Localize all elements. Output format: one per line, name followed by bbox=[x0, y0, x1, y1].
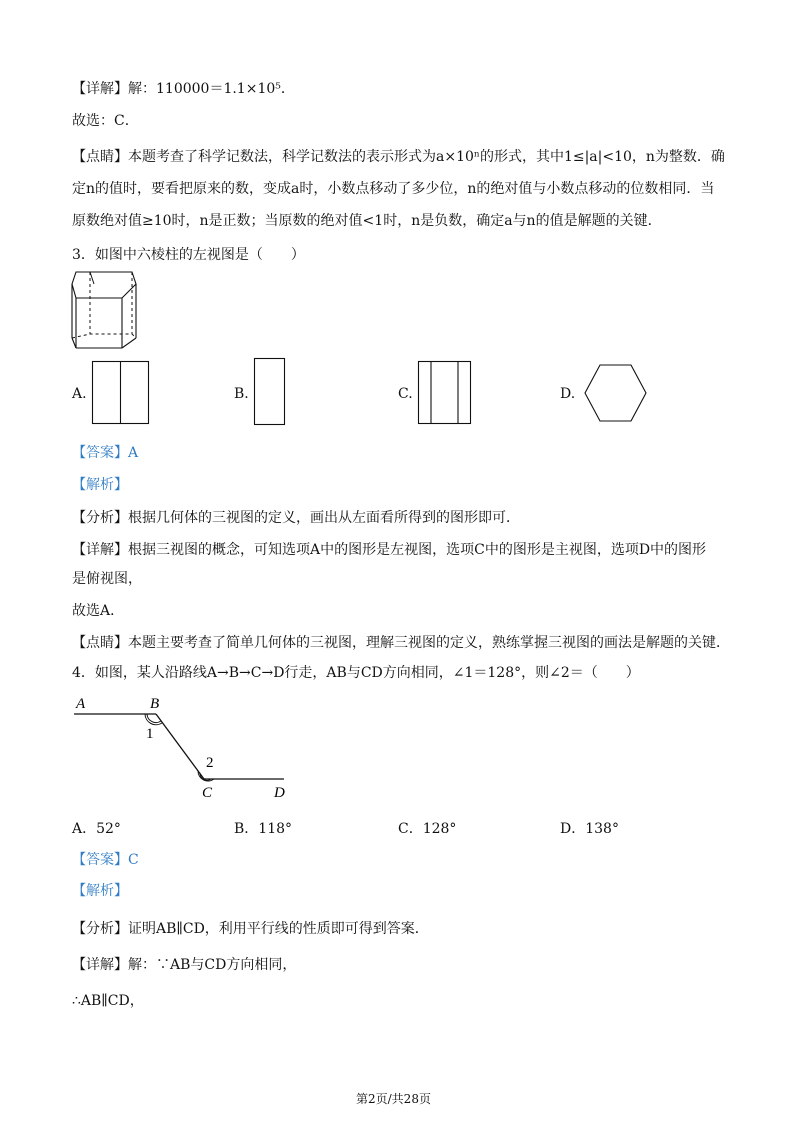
q4-stem: 4．如图，某人沿路线A→B→C→D行走，AB与CD方向相同，∠1＝128°，则∠2＝（ ） bbox=[72, 665, 640, 681]
q3-option-b-label: B. bbox=[234, 386, 249, 402]
q4-detail: 【详解】解：∵AB与CD方向相同， bbox=[72, 957, 297, 973]
q3-detail-line2: 是俯视图， bbox=[72, 571, 142, 587]
q3-detail-line1: 【详解】根据三视图的概念，可知选项A中的图形是左视图，选项C中的图形是主视图，选项D中的图形 bbox=[72, 542, 707, 558]
q4-option-a: A．52° bbox=[72, 821, 121, 837]
q2-point-line3: 原数绝对值≥10时，n是正数；当原数的绝对值<1时，n是负数，确定a与n的值是解题的关键． bbox=[72, 213, 662, 229]
page-footer: 第2页/共28页 bbox=[356, 1092, 431, 1106]
angle-1-label: 1 bbox=[146, 726, 154, 742]
q4-answer: 【答案】C bbox=[72, 852, 139, 868]
q3-option-a-figure bbox=[92, 361, 150, 425]
q4-option-c: C．128° bbox=[398, 821, 457, 837]
q3-analysis-tag: 【解析】 bbox=[72, 477, 128, 493]
q3-option-c-figure bbox=[418, 361, 472, 425]
angle-2-label: 2 bbox=[206, 755, 214, 771]
q4-route-figure bbox=[70, 690, 300, 805]
point-a-label: A bbox=[76, 696, 86, 712]
q4-option-b: B．118° bbox=[234, 821, 293, 837]
q4-analysis: 【分析】证明AB∥CD，利用平行线的性质即可得到答案． bbox=[72, 921, 429, 937]
point-c-label: C bbox=[202, 785, 213, 801]
q2-detail: 【详解】解：110000＝1.1×10⁵． bbox=[72, 81, 295, 97]
q3-point: 【点睛】本题主要考查了简单几何体的三视图，理解三视图的定义，熟练掌握三视图的画法是解题的关键． bbox=[72, 635, 730, 651]
q3-option-c-label: C. bbox=[398, 386, 413, 402]
q3-option-b-figure bbox=[254, 358, 286, 426]
q3-option-a-label: A. bbox=[72, 386, 87, 402]
hexagonal-prism-figure bbox=[70, 270, 140, 352]
q3-analysis: 【分析】根据几何体的三视图的定义，画出从左面看所得到的图形即可． bbox=[72, 510, 520, 526]
q3-answer: 【答案】A bbox=[72, 445, 139, 461]
point-d-label: D bbox=[274, 785, 285, 801]
q3-choose: 故选A． bbox=[72, 603, 125, 619]
point-b-label: B bbox=[150, 696, 160, 712]
q4-option-d: D．138° bbox=[560, 821, 619, 837]
q3-option-d-label: D. bbox=[560, 386, 576, 402]
q2-point-line1: 【点睛】本题考查了科学记数法，科学记数法的表示形式为a×10ⁿ的形式，其中1≤|a|<10，n为整数．确 bbox=[72, 149, 725, 165]
q3-stem: 3．如图中六棱柱的左视图是（ ） bbox=[72, 247, 305, 263]
q2-choose: 故选：C． bbox=[72, 113, 139, 129]
q4-therefore: ∴AB∥CD， bbox=[72, 993, 144, 1009]
q4-analysis-tag: 【解析】 bbox=[72, 883, 128, 899]
q2-point-line2: 定n的值时，要看把原来的数，变成a时，小数点移动了多少位，n的绝对值与小数点移动的位数相同．当 bbox=[72, 181, 715, 197]
q3-option-d-figure bbox=[584, 364, 648, 422]
